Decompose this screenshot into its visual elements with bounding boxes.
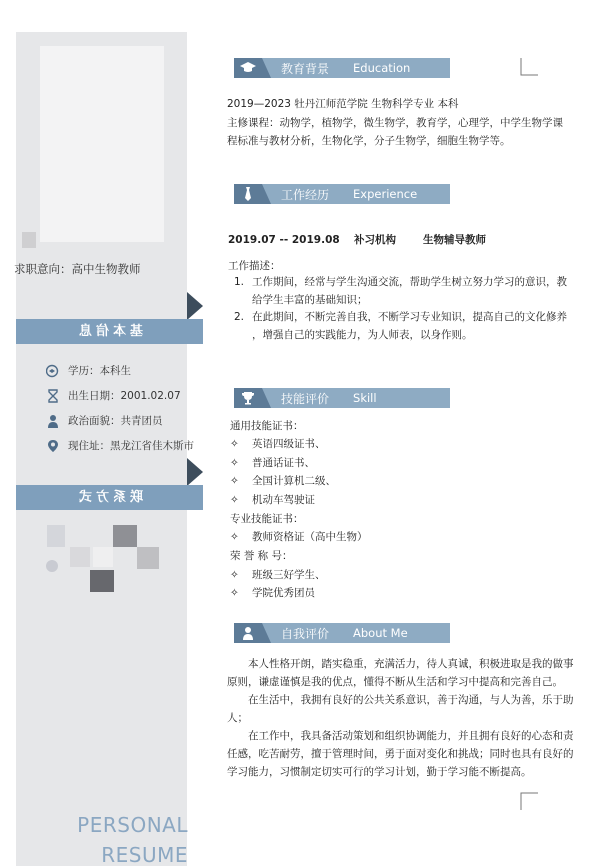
about-paragraph	[227, 655, 601, 781]
list-item	[230, 491, 315, 509]
education-courses-cont: 程标准与教材分析，生物化学，分子生物学，细胞生物学等。	[227, 135, 511, 147]
banner-corner	[187, 458, 203, 486]
list-item-line: 工作期间，经常与学生沟通交流，帮助学生树立努力学习的意识，教	[252, 276, 567, 288]
personal-text: PERSONAL	[77, 813, 188, 837]
experience-banner	[234, 184, 450, 204]
education-line: 2019—2023 牡丹江师范学院 生物科学专业 本科	[227, 98, 459, 110]
pro-cert-label: 专业技能证书：	[230, 513, 304, 525]
bullet-icon: ✧	[230, 569, 239, 581]
graduation-cap-icon	[234, 58, 262, 78]
experience-title-en: Experience	[353, 187, 418, 201]
honor-text: 班级三好学生、	[252, 569, 326, 581]
bullet-icon: ✧	[230, 475, 239, 487]
paragraph-line: 在生活中，我拥有良好的公共关系意识，善于沟通，与人为善，乐于助	[248, 694, 574, 706]
qr-pixel	[93, 547, 113, 567]
info-banner-text: 基本信息	[75, 324, 144, 339]
experience-desc-label: 工作描述：	[228, 260, 281, 272]
list-item	[230, 435, 326, 453]
about-title-cn: 自我评价	[281, 626, 330, 641]
bullet-icon: ✧	[230, 457, 239, 469]
qr-pixel	[113, 525, 137, 547]
corner-mark	[520, 792, 538, 810]
skills-title-en: Skill	[353, 391, 377, 405]
person-icon	[234, 623, 262, 643]
education-title-cn: 教育背景	[281, 61, 330, 76]
qr-pixel	[70, 547, 90, 567]
experience-list	[234, 274, 600, 344]
banner-slash	[262, 58, 271, 78]
job-intent: 求职意向：高中生物教师	[14, 262, 141, 276]
education-banner	[234, 58, 450, 78]
qr-pixel	[47, 525, 65, 547]
list-number: 1.	[234, 276, 245, 288]
paragraph-line: 原则，谦虚谨慎是我的优点，懂得不断从生活和学习中提高和完善自己。	[227, 676, 563, 688]
skills-banner	[234, 388, 450, 408]
resume-text: RESUME	[101, 843, 188, 867]
info-banner	[16, 319, 203, 344]
photo-blur	[22, 232, 36, 248]
list-item	[230, 584, 315, 602]
info-address	[46, 438, 194, 453]
info-political-text: 政治面貌：共青团员	[68, 415, 163, 427]
bullet-icon: ✧	[230, 438, 239, 450]
profile-photo	[40, 46, 164, 242]
list-item	[234, 309, 600, 344]
location-icon	[46, 439, 60, 453]
education-title-en: Education	[353, 61, 411, 75]
experience-title-cn: 工作经历	[281, 187, 330, 202]
banner-corner	[187, 292, 203, 320]
cert-text: 普通话证书、	[252, 457, 315, 469]
qr-pixel	[90, 570, 114, 592]
cert-text: 机动车驾驶证	[252, 494, 315, 506]
info-birthdate	[46, 388, 181, 403]
paragraph-line: 人；	[227, 712, 248, 724]
cert-text: 全国计算机二级、	[252, 475, 336, 487]
experience-org: 补习机构	[354, 234, 396, 246]
info-address-text: 现住址：黑龙江省佳木斯市	[68, 440, 194, 452]
trophy-icon	[234, 388, 262, 408]
info-education-text: 学历：本科生	[68, 365, 131, 377]
graduation-icon	[46, 364, 60, 378]
cert-text: 教师资格证（高中生物）	[252, 531, 368, 543]
list-item	[234, 274, 600, 309]
info-political	[46, 413, 163, 428]
about-banner	[234, 623, 450, 643]
paragraph-line: 任感，吃苦耐劳，擅于管理时间，勇于面对变化和挑战；同时也具有良好的	[227, 748, 574, 760]
contact-banner-text: 联系方式	[75, 490, 144, 505]
paragraph-line: 在工作中，我具备活动策划和组织协调能力，并且拥有良好的心态和责	[248, 730, 574, 742]
list-item	[230, 528, 368, 546]
list-item-line: 给学生丰富的基础知识；	[252, 293, 368, 306]
honor-text: 学院优秀团员	[252, 587, 315, 599]
hourglass-icon	[46, 389, 60, 403]
tie-icon	[234, 184, 262, 204]
honor-label: 荣 誉 称 号：	[230, 550, 293, 562]
list-item	[230, 566, 326, 584]
bullet-icon: ✧	[230, 494, 239, 506]
skills-title-cn: 技能评价	[281, 391, 330, 406]
list-number: 2.	[234, 311, 245, 323]
contact-banner	[16, 485, 203, 510]
bullet-icon: ✧	[230, 587, 239, 599]
paragraph-line: 本人性格开朗，踏实稳重，充满活力，待人真诚，积极进取是我的做事	[248, 658, 574, 670]
info-education	[46, 363, 131, 378]
banner-slash	[262, 184, 271, 204]
cert-text: 英语四级证书、	[252, 438, 326, 450]
person-icon	[46, 414, 60, 428]
list-item	[230, 454, 315, 472]
qr-pixel	[137, 547, 159, 569]
about-title-en: About Me	[353, 626, 408, 640]
general-cert-label: 通用技能证书：	[230, 420, 304, 432]
experience-role: 生物辅导教师	[423, 234, 486, 246]
info-birthdate-text: 出生日期：2001.02.07	[68, 390, 181, 402]
paragraph-line: 学习能力，习惯制定切实可行的学习计划，勤于学习能不断提高。	[227, 766, 532, 778]
list-item	[230, 472, 336, 490]
banner-slash	[262, 388, 271, 408]
qr-pixel	[46, 560, 58, 572]
banner-slash	[262, 623, 271, 643]
bullet-icon: ✧	[230, 531, 239, 543]
list-item-line: ，增强自己的实践能力，为人师表，以身作则。	[252, 328, 473, 341]
corner-mark	[520, 58, 538, 76]
list-item-line: 在此期间，不断完善自我，不断学习专业知识，提高自己的文化修养	[252, 311, 567, 323]
education-courses: 主修课程：动物学，植物学，微生物学，教育学，心理学，中学生物学课	[227, 117, 563, 129]
experience-period: 2019.07 -- 2019.08	[228, 234, 340, 246]
